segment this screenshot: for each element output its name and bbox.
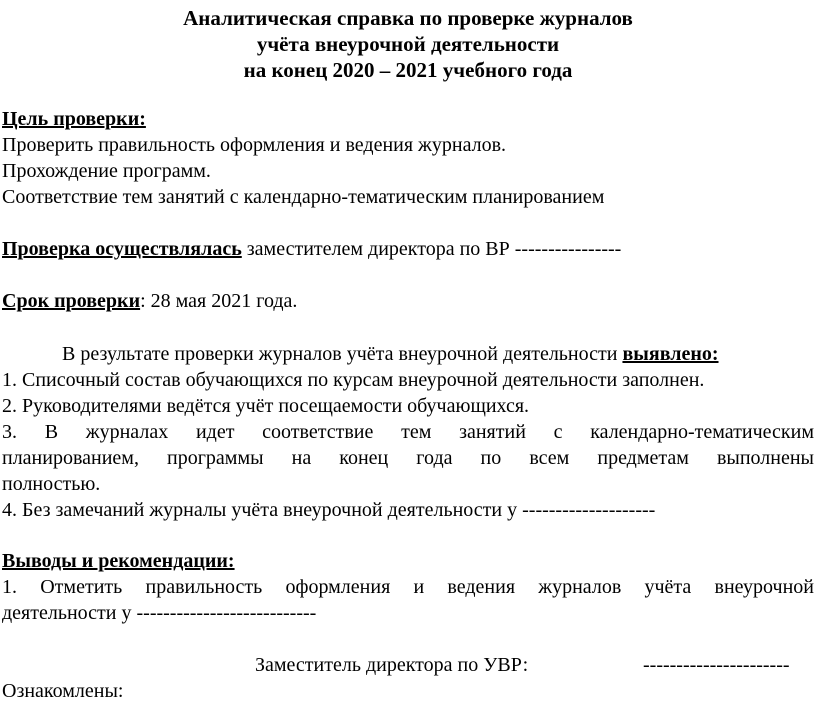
inspector-text: заместителем директора по ВР ---------------- bbox=[241, 238, 622, 260]
document-title-line-2: учёта внеурочной деятельности bbox=[256, 32, 560, 56]
signature-line: ---------------------- bbox=[643, 654, 790, 676]
results-intro: В результате проверки журналов учёта внеурочной деятельности bbox=[62, 343, 623, 365]
term-text: : 28 мая 2021 года. bbox=[140, 290, 298, 312]
goal-item-3: Соответствие тем занятий с календарно-тематическим планированием bbox=[2, 186, 605, 208]
term-line bbox=[2, 288, 297, 314]
signature-position: Заместитель директора по УВР: bbox=[255, 654, 529, 676]
term-label: Срок проверки bbox=[2, 290, 141, 312]
acquainted-label: Ознакомлены: bbox=[2, 680, 124, 702]
results-item-4: 4. Без замечаний журналы учёта внеурочной деятельности у -------------------- bbox=[2, 499, 656, 521]
results-item-3-line-3: полностью. bbox=[2, 473, 101, 495]
results-item-3-line-1: 3. В журналах идет соответствие тем занятий с календарно-тематическим bbox=[2, 421, 814, 443]
goal-item-1: Проверить правильность оформления и ведения журналов. bbox=[2, 134, 507, 156]
inspector-line bbox=[2, 236, 621, 262]
conclusions-heading: Выводы и рекомендации: bbox=[2, 550, 235, 572]
results-found-label: выявлено: bbox=[622, 343, 719, 365]
results-intro-line bbox=[62, 341, 719, 367]
goal-item-2: Прохождение программ. bbox=[2, 160, 211, 182]
results-item-2: 2. Руководителями ведётся учёт посещаемости обучающихся. bbox=[2, 395, 530, 417]
results-item-3-line-2: планированием, программы на конец года по всем предметам выполнены bbox=[2, 447, 814, 469]
conclusions-item-1-line-2: деятельности у --------------------------- bbox=[2, 602, 317, 624]
document-title-line-3: на конец 2020 – 2021 учебного года bbox=[243, 58, 573, 82]
conclusions-item-1-line-1: 1. Отметить правильность оформления и ведения журналов учёта внеурочной bbox=[2, 576, 814, 598]
inspector-label: Проверка осуществлялась bbox=[2, 238, 242, 260]
document-title-line-1: Аналитическая справка по проверке журналов bbox=[183, 6, 633, 30]
goal-heading: Цель проверки: bbox=[2, 108, 146, 130]
results-item-1: 1. Списочный состав обучающихся по курсам внеурочной деятельности заполнен. bbox=[2, 369, 705, 391]
